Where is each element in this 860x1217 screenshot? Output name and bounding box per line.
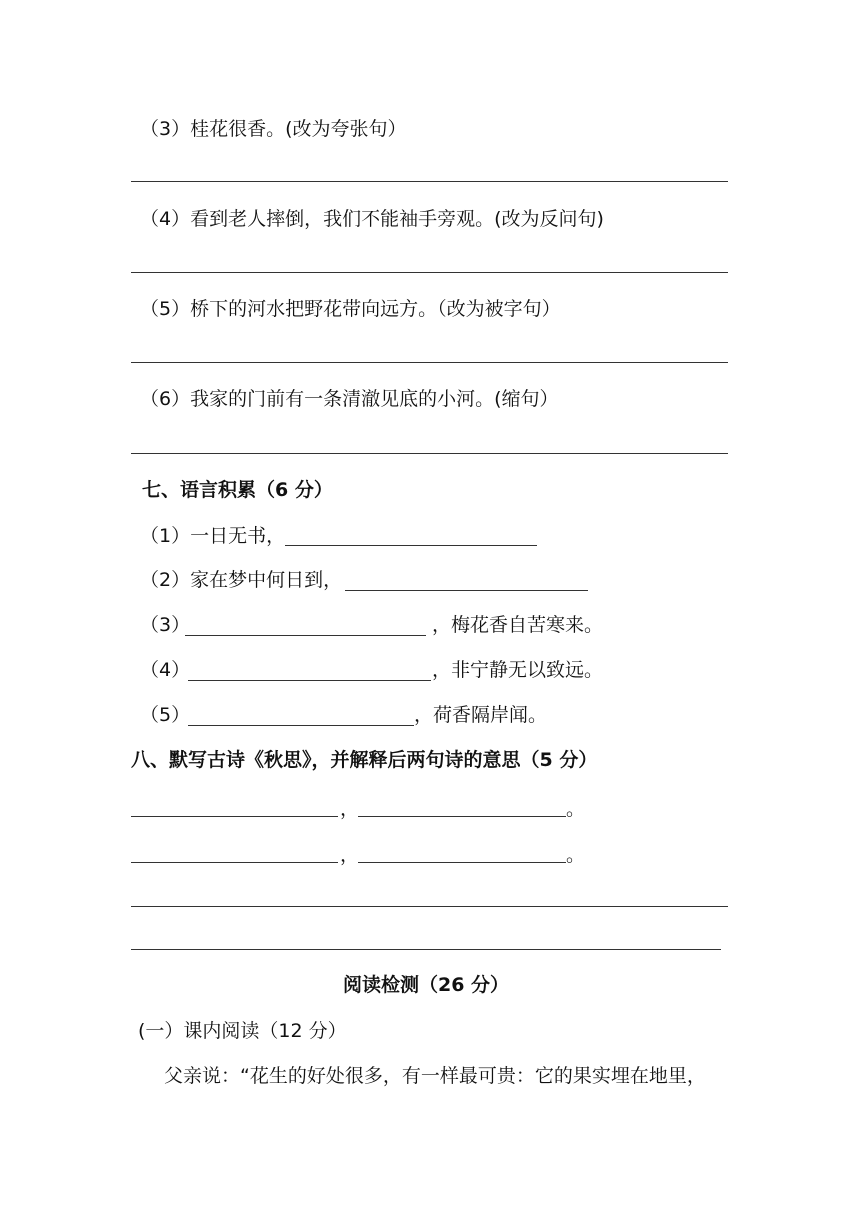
- section-7-title: 七、语言积累（6 分）: [142, 479, 333, 501]
- fill-blank: [185, 635, 426, 636]
- section-7-item: （4）: [140, 659, 191, 681]
- poem-blank: [358, 816, 566, 817]
- answer-line: [131, 453, 728, 454]
- question-6: （6）我家的门前有一条清澈见底的小河。(缩句）: [140, 388, 559, 410]
- poem-blank: [131, 816, 338, 817]
- section-7-item-text: ，梅花香自苦寒来。: [432, 614, 604, 636]
- answer-line: [131, 949, 721, 950]
- fill-blank: [188, 680, 431, 681]
- question-4: （4）看到老人摔倒，我们不能袖手旁观。(改为反问句): [140, 208, 604, 230]
- poem-comma: ，: [340, 798, 360, 820]
- fill-blank: [285, 545, 537, 546]
- section-7-item: （2）家在梦中何日到，: [140, 569, 343, 591]
- section-7-item: （1）一日无书，: [140, 525, 286, 547]
- fill-blank: [188, 725, 414, 726]
- section-7-item: （3）: [140, 614, 191, 636]
- poem-period: 。: [566, 844, 586, 866]
- question-3: （3）桂花很香。(改为夸张句）: [140, 118, 407, 140]
- section-8-title: 八、默写古诗《秋思》，并解释后两句诗的意思（5 分）: [131, 749, 598, 771]
- poem-blank: [358, 862, 566, 863]
- section-7-item-text: ，荷香隔岸闻。: [414, 704, 548, 726]
- question-5: （5）桥下的河水把野花带向远方。（改为被字句）: [140, 298, 561, 320]
- section-7-item-text: ，非宁静无以致远。: [432, 659, 604, 681]
- reading-title: 阅读检测（26 分）: [343, 974, 510, 996]
- answer-line: [131, 272, 728, 273]
- fill-blank: [345, 590, 588, 591]
- reading-subtitle: (一）课内阅读（12 分）: [138, 1020, 347, 1042]
- answer-line: [131, 181, 728, 182]
- poem-comma: ，: [340, 844, 360, 866]
- poem-blank: [131, 862, 338, 863]
- reading-paragraph: 父亲说：“花生的好处很多，有一样最可贵：它的果实埋在地里，: [164, 1065, 706, 1087]
- answer-line: [131, 906, 728, 907]
- section-7-item: （5）: [140, 704, 191, 726]
- poem-period: 。: [566, 798, 586, 820]
- answer-line: [131, 362, 728, 363]
